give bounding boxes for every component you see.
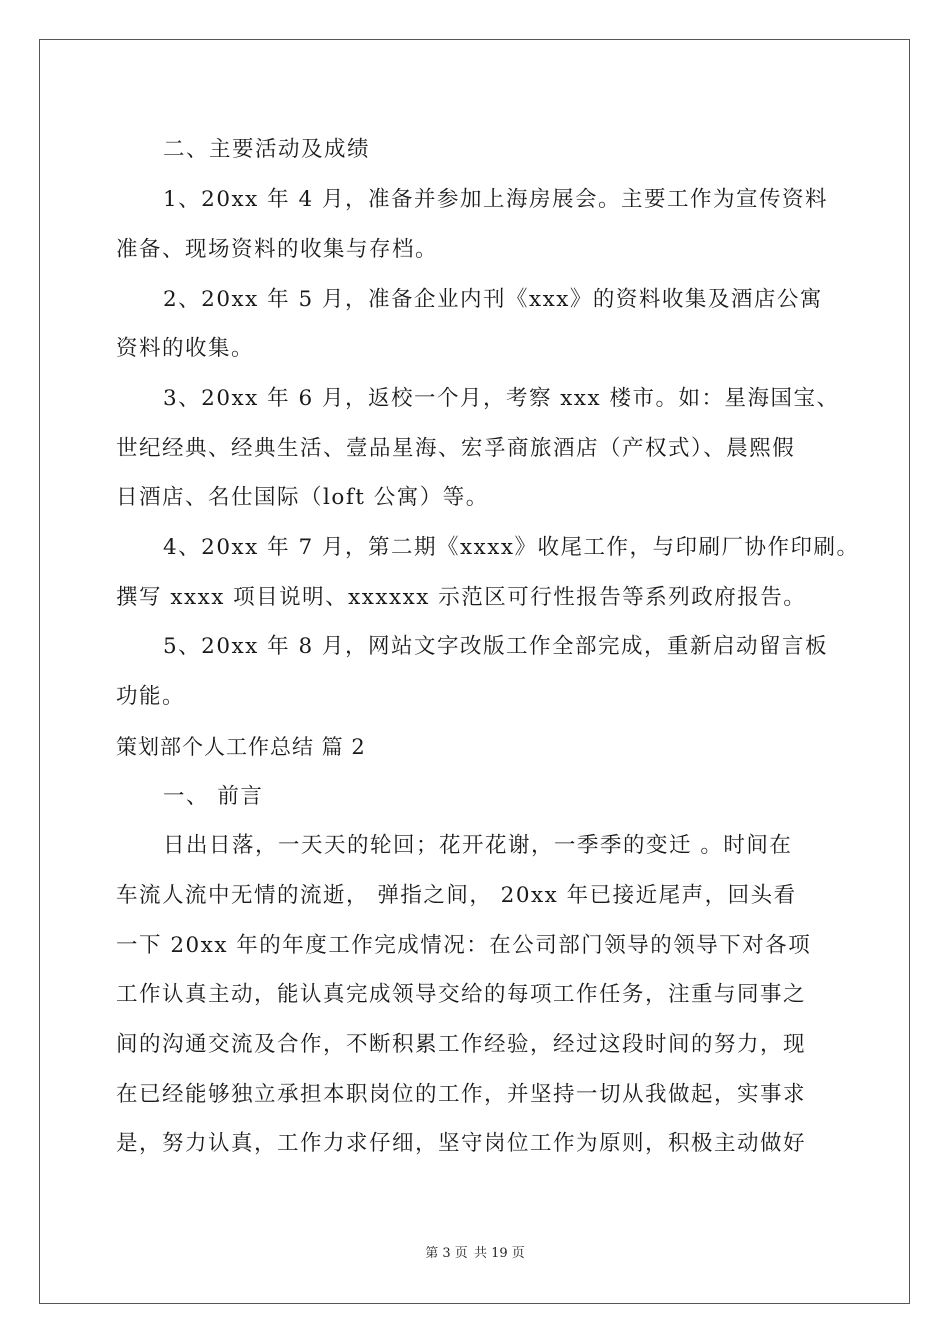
- item-3-line-2: 世纪经典、经典生活、壹品星海、宏孚商旅酒店（产权式）、晨熙假: [116, 436, 796, 461]
- preface-line-6: 在已经能够独立承担本职岗位的工作，并坚持一切从我做起，实事求: [116, 1082, 807, 1107]
- item-4-line-1: 4、20xx 年 7 月，第二期《xxxx》收尾工作，与印刷厂协作印刷。: [163, 535, 860, 560]
- section-heading: 二、主要活动及成绩: [163, 137, 371, 162]
- preface-line-4: 工作认真主动，能认真完成领导交给的每项工作任务，注重与同事之: [116, 982, 807, 1007]
- page-total: 共 19 页: [473, 1246, 525, 1261]
- page-border: [39, 39, 910, 1304]
- item-2-line-1: 2、20xx 年 5 月，准备企业内刊《xxx》的资料收集及酒店公寓: [163, 287, 823, 312]
- preface-line-5: 间的沟通交流及合作，不断积累工作经验，经过这段时间的努力，现: [116, 1032, 807, 1057]
- preface-line-7: 是，努力认真，工作力求仔细，坚守岗位工作为原则，积极主动做好: [116, 1131, 807, 1156]
- article-title: 策划部个人工作总结 篇 2: [116, 735, 366, 759]
- preface-line-3: 一下 20xx 年的年度工作完成情况：在公司部门领导的领导下对各项: [116, 933, 812, 958]
- preface-line-2: 车流人流中无情的流逝， 弹指之间， 20xx 年已接近尾声，回头看: [116, 883, 797, 908]
- item-1-line-2: 准备、现场资料的收集与存档。: [116, 237, 439, 262]
- page-footer: [0, 1246, 950, 1262]
- item-4-line-2: 撰写 xxxx 项目说明、xxxxxx 示范区可行性报告等系列政府报告。: [116, 585, 807, 610]
- preface-heading: 一、 前言: [163, 784, 264, 809]
- item-3-line-1: 3、20xx 年 6 月，返校一个月，考察 xxx 楼市。如：星海国宝、: [163, 386, 840, 411]
- item-2-line-2: 资料的收集。: [116, 336, 255, 361]
- item-1-line-1: 1、20xx 年 4 月，准备并参加上海房展会。主要工作为宣传资料: [163, 187, 828, 212]
- item-3-line-3: 日酒店、名仕国际（loft 公寓）等。: [116, 485, 489, 510]
- item-5-line-2: 功能。: [116, 684, 186, 709]
- page-number: 第 3 页: [425, 1246, 468, 1261]
- item-5-line-1: 5、20xx 年 8 月，网站文字改版工作全部完成，重新启动留言板: [163, 634, 828, 659]
- preface-line-1: 日出日落，一天天的轮回；花开花谢，一季季的变迁 。时间在: [163, 833, 793, 858]
